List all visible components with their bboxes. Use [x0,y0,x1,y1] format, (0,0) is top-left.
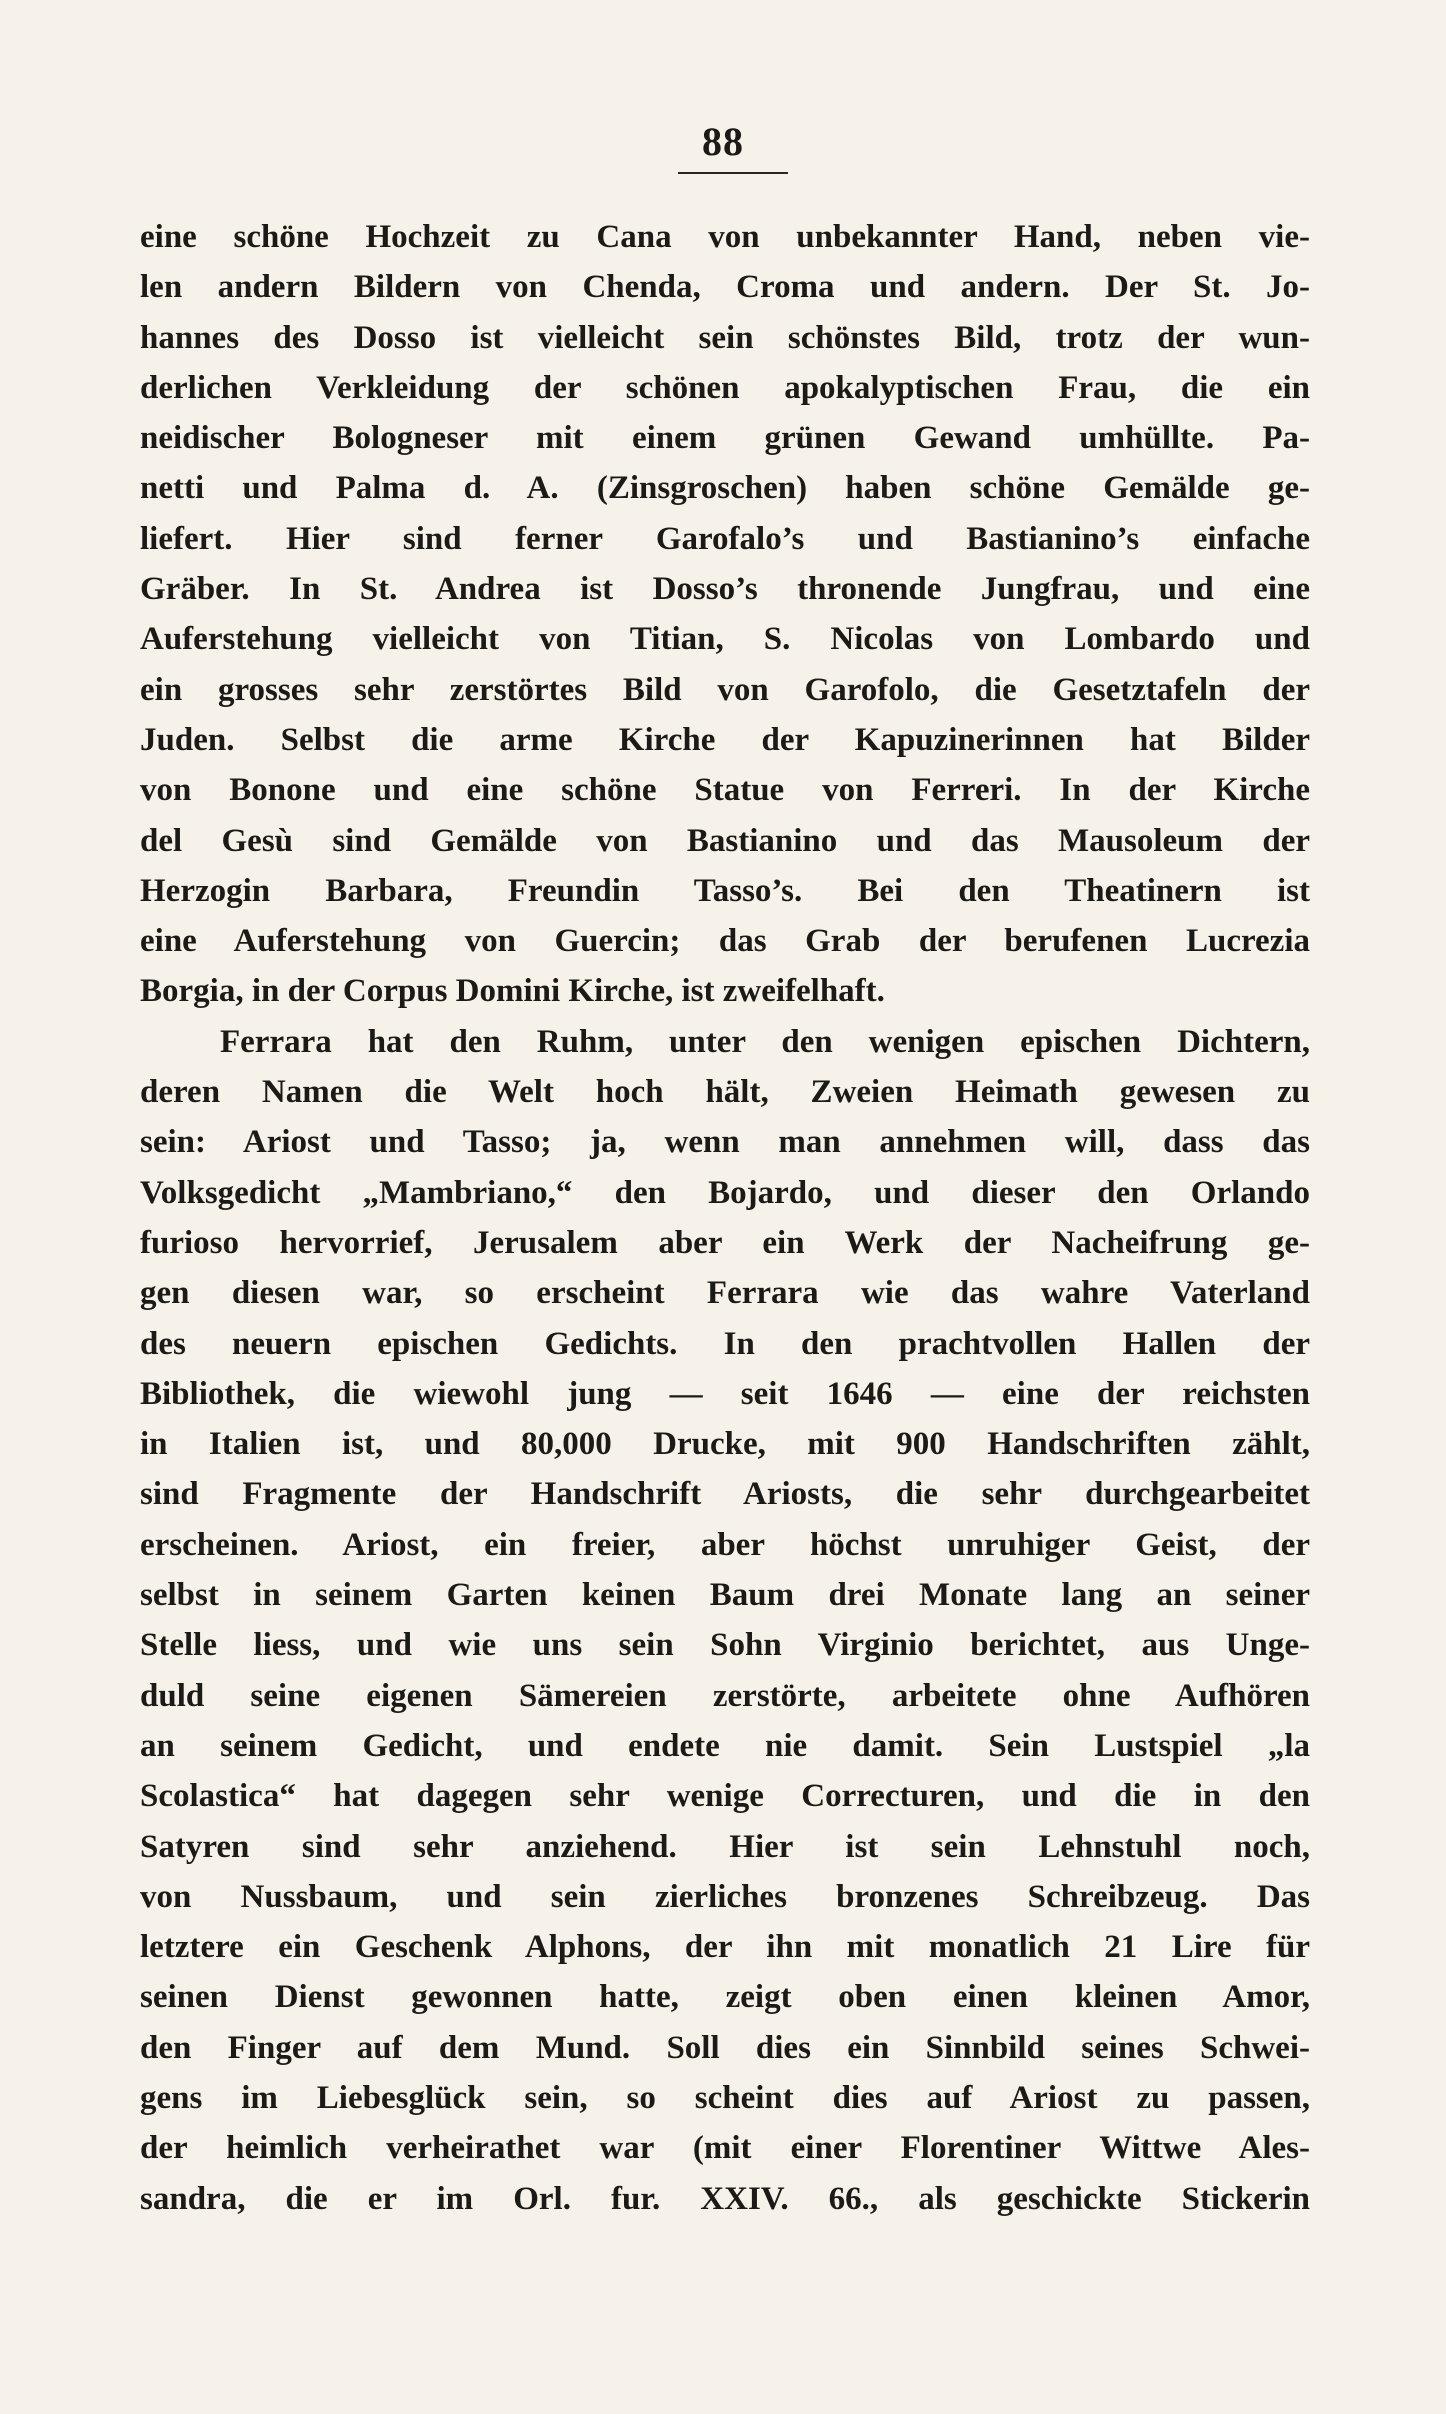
text-line: Bibliothek, die wiewohl jung — seit 1646 — eine der reichsten [140,1375,1310,1412]
text-line: Stelle liess, und wie uns sein Sohn Virginio berichtet, aus Unge- [140,1627,1310,1664]
text-line: Volksgedicht „Mambriano,“ den Bojardo, und dieser den Orlando [140,1174,1310,1211]
text-line: Scolastica“ hat dagegen sehr wenige Correcturen, und die in den [140,1778,1310,1815]
text-line: seinen Dienst gewonnen hatte, zeigt oben einen kleinen Amor, [140,1979,1310,2016]
text-line: Herzogin Barbara, Freundin Tasso’s. Bei den Theatinern ist [140,872,1310,909]
text-line: Juden. Selbst die arme Kirche der Kapuzinerinnen hat Bilder [140,721,1310,758]
text-line: Ferrara hat den Ruhm, unter den wenigen epischen Dichtern, [220,1023,1310,1060]
text-line: von Bonone und eine schöne Statue von Ferreri. In der Kirche [140,772,1310,809]
text-line: netti und Palma d. A. (Zinsgroschen) haben schöne Gemälde ge- [140,470,1310,507]
text-line: len andern Bildern von Chenda, Croma und andern. Der St. Jo- [140,269,1310,306]
text-line: Auferstehung vielleicht von Titian, S. Nicolas von Lombardo und [140,621,1310,658]
body-text [140,212,1310,2224]
text-line: Gräber. In St. Andrea ist Dosso’s thronende Jungfrau, und eine [140,571,1310,608]
text-line: eine schöne Hochzeit zu Cana von unbekannter Hand, neben vie- [140,219,1310,255]
text-line: an seinem Gedicht, und endete nie damit. Sein Lustspiel „la [140,1727,1310,1764]
text-line: letztere ein Geschenk Alphons, der ihn mit monatlich 21 Lire für [140,1929,1310,1966]
text-line: liefert. Hier sind ferner Garofalo’s und Bastianino’s einfache [140,520,1310,557]
text-line: duld seine eigenen Sämereien zerstörte, arbeitete ohne Aufhören [140,1677,1310,1714]
text-line: des neuern epischen Gedichts. In den prachtvollen Hallen der [140,1325,1310,1362]
text-line: del Gesù sind Gemälde von Bastianino und das Mausoleum der [140,822,1310,859]
text-line: von Nussbaum, und sein zierliches bronzenes Schreibzeug. Das [140,1878,1310,1915]
text-line: neidischer Bologneser mit einem grünen Gewand umhüllte. Pa- [140,420,1310,457]
text-line: hannes des Dosso ist vielleicht sein schönstes Bild, trotz der wun- [140,319,1310,356]
text-line: eine Auferstehung von Guercin; das Grab der berufenen Lucrezia [140,923,1310,960]
text-line: in Italien ist, und 80,000 Drucke, mit 900 Handschriften zählt, [140,1426,1310,1463]
text-line: deren Namen die Welt hoch hält, Zweien Heimath gewesen zu [140,1074,1310,1111]
text-line: Borgia, in der Corpus Domini Kirche, ist zweifelhaft. [140,973,885,1010]
text-line: erscheinen. Ariost, ein freier, aber höchst unruhiger Geist, der [140,1526,1310,1563]
text-line: sein: Ariost und Tasso; ja, wenn man annehmen will, dass das [140,1124,1310,1161]
text-line: Satyren sind sehr anziehend. Hier ist sein Lehnstuhl noch, [140,1828,1310,1865]
text-line: gen diesen war, so erscheint Ferrara wie das wahre Vaterland [140,1275,1310,1312]
text-line: den Finger auf dem Mund. Soll dies ein Sinnbild seines Schwei- [140,2029,1310,2066]
text-line: gens im Liebesglück sein, so scheint dies auf Ariost zu passen, [140,2079,1310,2116]
text-line: furioso hervorrief, Jerusalem aber ein Werk der Nacheifrung ge- [140,1224,1310,1261]
text-line: ein grosses sehr zerstörtes Bild von Garofolo, die Gesetztafeln der [140,671,1310,708]
text-line: selbst in seinem Garten keinen Baum drei Monate lang an seiner [140,1577,1310,1614]
text-line: derlichen Verkleidung der schönen apokalyptischen Frau, die ein [140,369,1310,406]
text-line: sind Fragmente der Handschrift Ariosts, die sehr durchgearbeitet [140,1476,1310,1513]
page-number: 88 [702,119,744,164]
text-line: sandra, die er im Orl. fur. XXIV. 66., als geschickte Stickerin [140,2180,1310,2217]
text-line: der heimlich verheirathet war (mit einer Florentiner Wittwe Ales- [140,2130,1310,2167]
page-number-rule [678,172,788,174]
